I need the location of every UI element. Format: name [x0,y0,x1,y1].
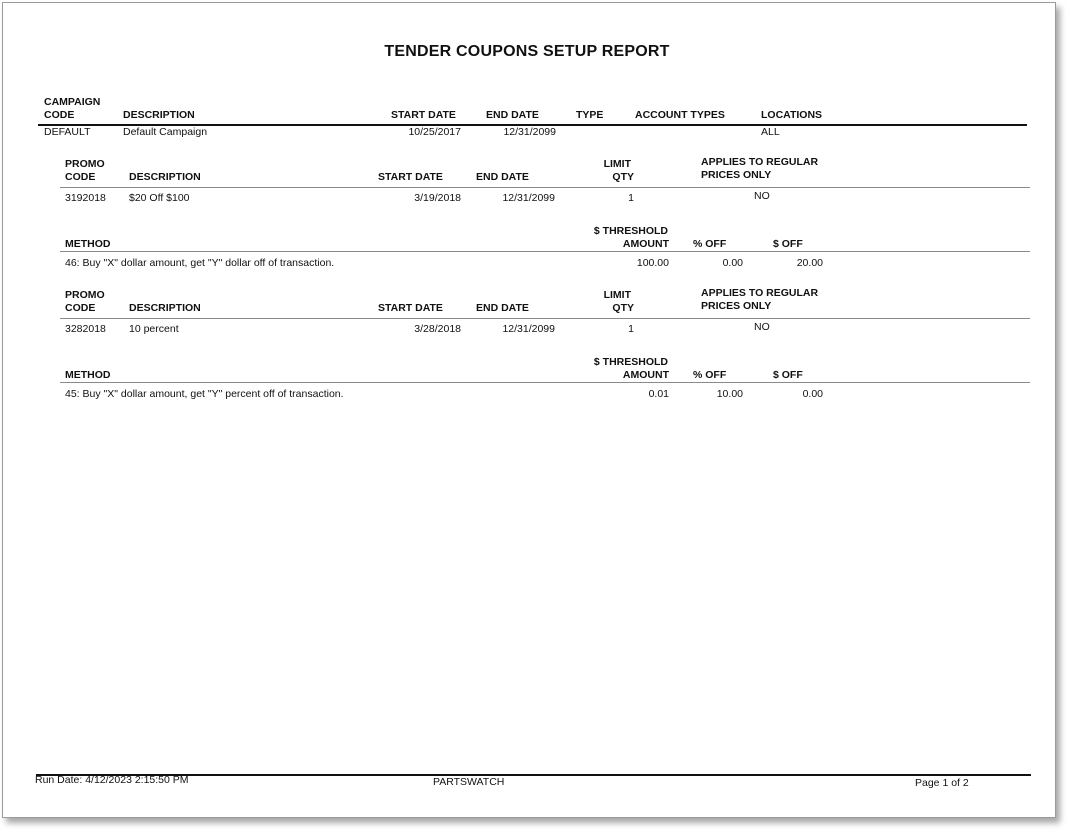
pct-off-value: 10.00 [716,388,743,400]
campaign-description-header: DESCRIPTION [123,109,195,121]
threshold-header-line1: $ THRESHOLD [593,356,668,368]
promo-description: $20 Off $100 [129,192,190,204]
method-description: 46: Buy "X" dollar amount, get "Y" dollar off of transaction. [65,257,335,269]
threshold-header-line2: AMOUNT [622,238,669,250]
pct-off-header: % OFF [693,238,727,250]
promo-end-date-header: END DATE [476,302,529,314]
promo-description-header: DESCRIPTION [129,302,201,314]
threshold-header [563,356,669,382]
threshold-header [563,225,669,251]
promo-description: 10 percent [129,323,179,335]
method-description: 45: Buy "X" dollar amount, get "Y" percent off of transaction. [65,388,344,400]
campaign-locations-header: LOCATIONS [761,109,823,121]
campaign-end-date: 12/31/2099 [503,126,556,138]
pct-off-header: % OFF [693,369,727,381]
campaign-start-date: 10/25/2017 [408,126,461,138]
page-number: Page 1 of 2 [915,777,969,789]
promo-limit-header-line1: LIMIT [603,158,631,170]
campaign-code-header-line2: CODE [44,109,75,121]
promo-end-date-header: END DATE [476,171,529,183]
promo-limit-header-line2: QTY [612,302,634,314]
promo-code-header [65,289,105,315]
promo-code-header-line1: PROMO [65,158,105,170]
dollar-off-header: $ OFF [773,238,803,250]
promo-applies-regular: NO [754,190,770,202]
dollar-off-value: 20.00 [796,257,823,269]
promo-start-date: 3/28/2018 [414,323,461,335]
promo-applies-header-line1: APPLIES TO REGULAR [701,156,819,168]
promo-header-divider [60,187,1030,188]
run-date: Run Date: 4/12/2023 2:15:50 PM [35,774,189,786]
promo-code-header-line1: PROMO [65,289,105,301]
promo-applies-header [701,287,818,313]
threshold-amount: 0.01 [648,388,669,400]
report-title: TENDER COUPONS SETUP REPORT [384,43,670,60]
campaign-locations: ALL [761,126,780,138]
campaign-code-header [44,96,100,122]
dollar-off-value: 0.00 [802,388,823,400]
promo-code: 3282018 [65,323,106,335]
promo-limit-qty: 1 [628,323,634,335]
campaign-code: DEFAULT [44,126,91,138]
promo-end-date: 12/31/2099 [502,192,555,204]
promo-header-divider [60,318,1030,319]
promo-applies-header-line2: PRICES ONLY [701,300,772,312]
promo-code: 3192018 [65,192,106,204]
report-page [2,2,1056,818]
campaign-start-date-header: START DATE [391,109,456,121]
method-header: METHOD [65,238,111,250]
campaign-code-header-line1: CAMPAIGN [44,96,101,108]
promo-code-header [65,158,105,184]
promo-start-date: 3/19/2018 [414,192,461,204]
campaign-account-types-header: ACCOUNT TYPES [635,109,725,121]
promo-start-date-header: START DATE [378,171,443,183]
pct-off-value: 0.00 [722,257,743,269]
method-header-divider [60,251,1030,252]
method-header-divider [60,382,1030,383]
promo-limit-header-line1: LIMIT [603,289,631,301]
threshold-amount: 100.00 [636,257,669,269]
campaign-type-header: TYPE [576,109,604,121]
promo-code-header-line2: CODE [65,171,96,183]
promo-limit-header-line2: QTY [612,171,634,183]
promo-limit-qty-header [583,158,634,184]
promo-applies-header [701,156,818,182]
promo-applies-header-line2: PRICES ONLY [701,169,772,181]
threshold-header-line2: AMOUNT [622,369,669,381]
threshold-header-line1: $ THRESHOLD [593,225,668,237]
campaign-description: Default Campaign [123,126,208,138]
method-header: METHOD [65,369,111,381]
promo-applies-header-line1: APPLIES TO REGULAR [701,287,819,299]
dollar-off-header: $ OFF [773,369,803,381]
company-name: PARTSWATCH [433,776,505,788]
promo-code-header-line2: CODE [65,302,96,314]
promo-end-date: 12/31/2099 [502,323,555,335]
promo-description-header: DESCRIPTION [129,171,201,183]
campaign-end-date-header: END DATE [486,109,539,121]
promo-applies-regular: NO [754,321,770,333]
promo-limit-qty: 1 [628,192,634,204]
promo-limit-qty-header [583,289,634,315]
promo-start-date-header: START DATE [378,302,443,314]
